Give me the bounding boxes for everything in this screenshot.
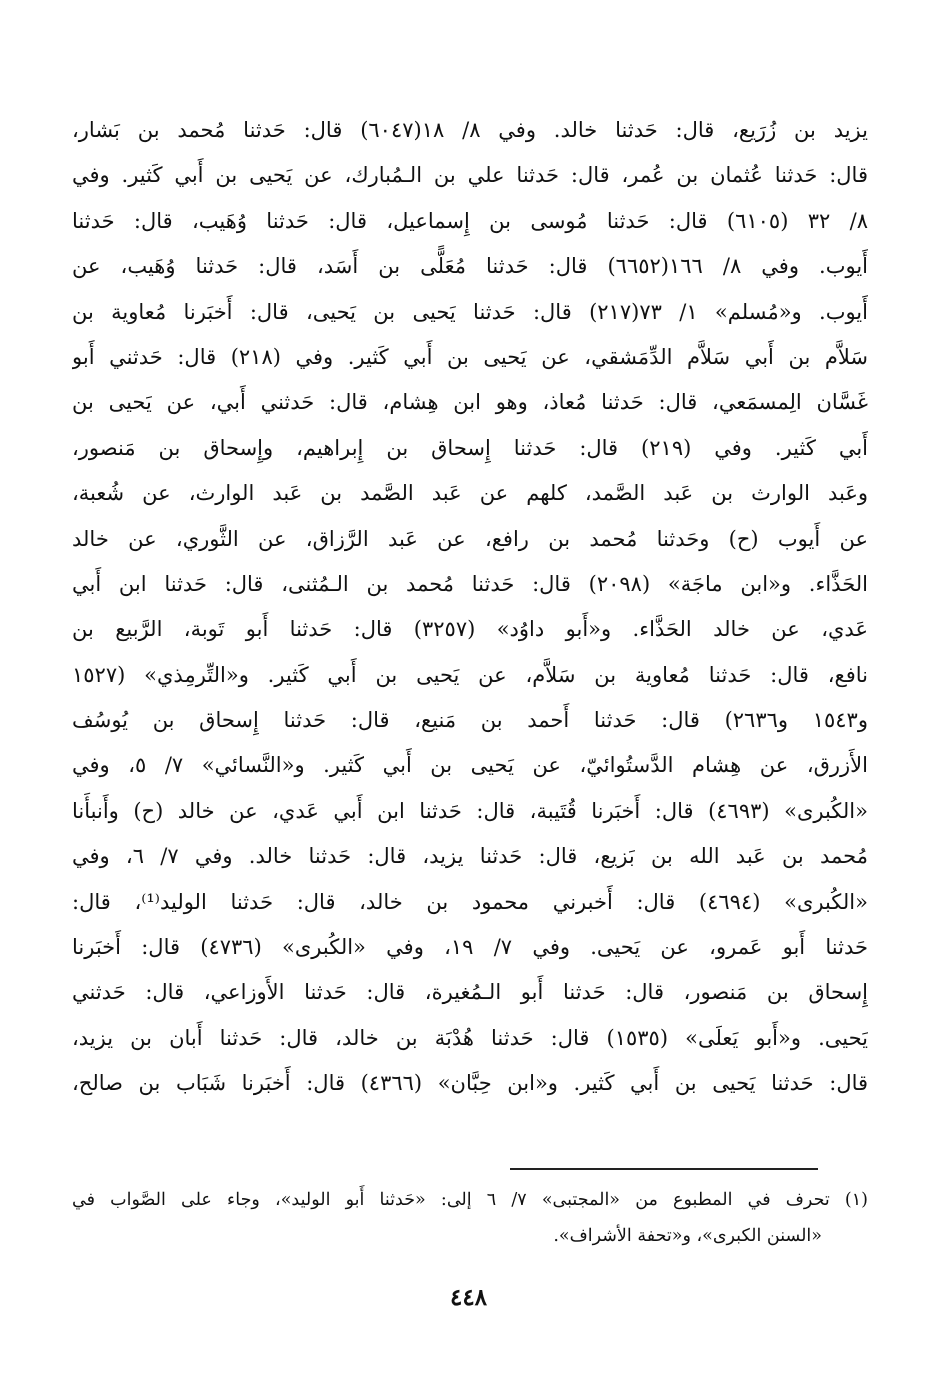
text-line: عن أَيوب (ح) وحَدثنا مُحمد بن رافع، عن عَبد الرَّزاق، عن الثَّوري، عن خالد — [72, 526, 868, 551]
text-line: و١٥٤٣ و٢٦٣٦) قال: حَدثنا أَحمد بن مَنيع، قال: حَدثنا إِسحاق بن يُوسُف — [72, 708, 868, 733]
text-line: نافع، قال: حَدثنا مُعاوية بن سَلاَّم، عن يَحيى بن أَبي كَثير. و«التِّرمِذي» (١٥٢٧ — [72, 662, 868, 687]
text-line: حَدثنا أَبو عَمرو، عن يَحيى. وفي ٧/ ١٩، وفي «الكُبرى» (٤٧٣٦) قال: أَخبَرنا — [72, 935, 868, 960]
text-line: أَبي كَثير. وفي (٢١٩) قال: حَدثنا إِسحاق بن إِبراهيم، وإِسحاق بن مَنصور، — [72, 435, 868, 460]
text-line: قال: حَدثنا يَحيى بن أَبي كَثير. و«ابن حِبَّان» (٤٣٦٦) قال: أَخبَرنا شَبَاب بن صالح، — [72, 1071, 868, 1096]
page-number: ٤٤٨ — [449, 1284, 488, 1311]
text-line: الحَذَّاء. و«ابن ماجَة» (٢٠٩٨) قال: حَدثنا مُحمد بن الـمُثنى، قال: حَدثنا ابن أَبي — [72, 571, 868, 596]
text-line: ٨/ ٣٢ (٦١٠٥) قال: حَدثنا مُوسى بن إِسماعيل، قال: حَدثنا وُهَيب، قال: حَدثنا — [72, 208, 868, 233]
text-line: قال: حَدثنا عُثمان بن عُمر، قال: حَدثنا علي بن الـمُبارك، عن يَحيى بن أَبي كَثير. وفي — [72, 163, 868, 188]
main-text-block — [72, 108, 868, 1107]
text-line: عَدي، عن خالد الحَذَّاء. و«أَبو داوُد» (٣٢٥٧) قال: حَدثنا أَبو تَوبة، الرَّبيع بن — [72, 617, 868, 642]
text-line: «الكُبرى» (٤٦٩٤) قال: أَخبرني محمود بن خالد، قال: حَدثنا الوليد⁽¹⁾، قال: — [72, 889, 868, 914]
text-line: إِسحاق بن مَنصور، قال: حَدثنا أَبو الـمُغيرة، قال: حَدثنا الأَوزاعي، قال: حَدثني — [72, 980, 868, 1005]
text-line: أَيوب. وفي ٨/ ١٦٦(٦٦٥٢) قال: حَدثنا مُعَلًّى بن أَسَد، قال: حَدثنا وُهَيب، عن — [72, 254, 868, 279]
text-line: يَحيى. و«أَبو يَعلَى» (١٥٣٥) قال: حَدثنا هُدْبَة بن خالد، قال: حَدثنا أَبان بن يزيد، — [72, 1025, 868, 1050]
footnote-line: «السنن الكبرى»، و«تحفة الأشراف». — [553, 1226, 822, 1246]
footnote — [72, 1182, 868, 1254]
text-line: أَيوب. و«مُسلم» ١/ ٧٣(٢١٧) قال: حَدثنا يَحيى بن يَحيى، قال: أَخبَرنا مُعاوية بن — [72, 299, 868, 324]
footnote-line: (١) تحرف في المطبوع من «المجتبى» ٧/ ٦ إلى: «حَدثنا أَبو الوليد»، وجاء على الصَّواب في — [72, 1190, 868, 1210]
text-line: غَسَّان الِمسمَعي، قال: حَدثنا مُعاذ، وهو ابن هِشام، قال: حَدثني أَبي، عن يَحيى بن — [72, 390, 868, 415]
text-line: يزيد بن زُرَيع، قال: حَدثنا خالد. وفي ٨/ ١٨(٦٠٤٧) قال: حَدثنا مُحمد بن بَشار، — [72, 118, 868, 142]
text-line: الأَزرق، عن هِشام الدَّستُوائيّ، عن يَحيى بن أَبي كَثير. و«النَّسائي» ٧/ ٥، وفي — [72, 753, 868, 778]
text-line: سَلاَّم بن أَبي سَلاَّم الدِّمَشقي، عن يَحيى بن أَبي كَثير. وفي (٢١٨) قال: حَدثني أَبو — [72, 344, 868, 369]
text-line: «الكُبرى» (٤٦٩٣) قال: أَخبَرنا قُتَيبة، قال: حَدثنا ابن أَبي عَدي، عن خالد (ح) وأَنبأَنا — [72, 798, 868, 823]
text-line: مُحمد بن عَبد الله بن بَزيع، قال: حَدثنا يزيد، قال: حَدثنا خالد. وفي ٧/ ٦، وفي — [72, 844, 868, 869]
footnote-separator — [510, 1168, 818, 1170]
text-line: وعَبد الوارث بن عَبد الصَّمد، كلهم عن عَبد الصَّمد بن عَبد الوارث، عن شُعبة، — [72, 481, 868, 506]
